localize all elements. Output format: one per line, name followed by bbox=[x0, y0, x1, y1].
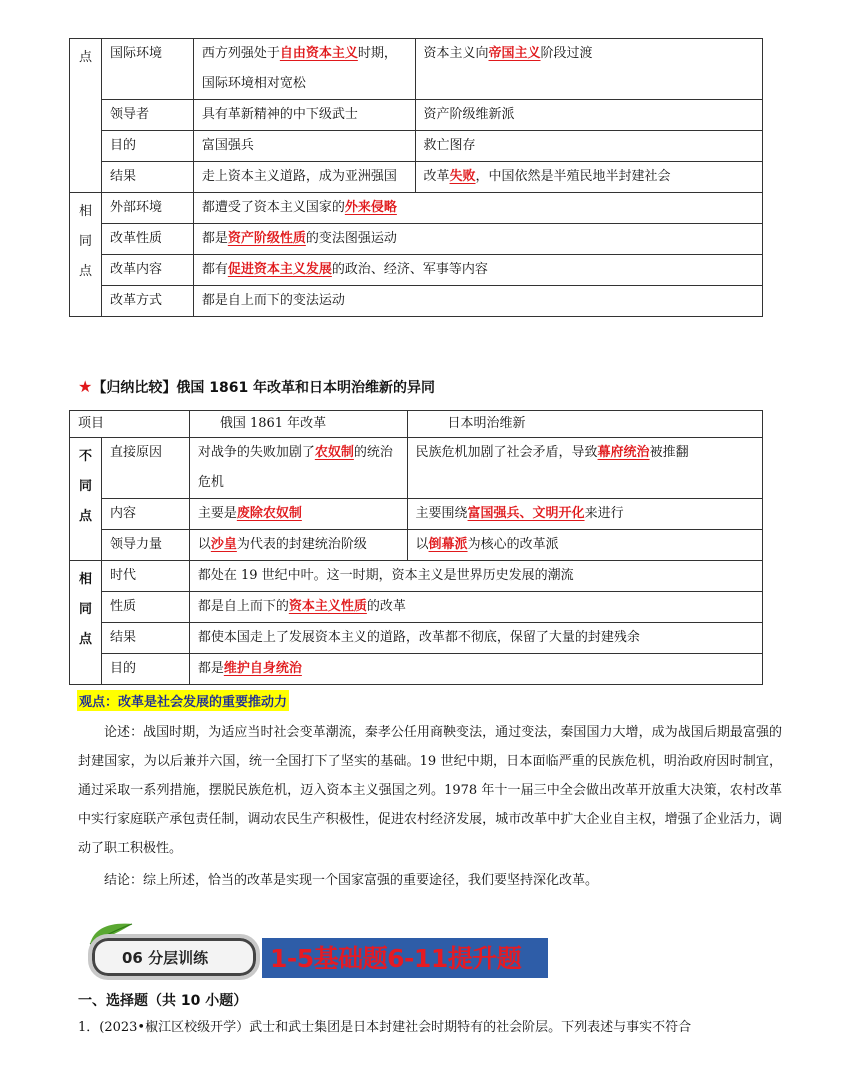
header-b: 日本明治维新 bbox=[407, 411, 762, 438]
table-row bbox=[70, 592, 763, 623]
row-item: 目的 bbox=[101, 131, 193, 162]
table-row bbox=[70, 438, 763, 499]
comparison-table-1 bbox=[69, 38, 763, 317]
cell-a: 对战争的失败加剧了农奴制的统治危机 bbox=[189, 438, 407, 499]
cell-same: 都遭受了资本主义国家的外来侵略 bbox=[193, 193, 762, 224]
row-item: 结果 bbox=[101, 623, 189, 654]
row-item: 结果 bbox=[101, 162, 193, 193]
cell-a: 具有革新精神的中下级武士 bbox=[193, 100, 415, 131]
same-label: 相 同 点 bbox=[70, 193, 102, 317]
table-row bbox=[70, 623, 763, 654]
row-item: 领导力量 bbox=[101, 530, 189, 561]
level-banner: 1-5基础题6-11提升题 bbox=[262, 938, 548, 978]
table-row bbox=[70, 131, 763, 162]
diff-label: 点 bbox=[70, 39, 102, 193]
table-row bbox=[70, 39, 763, 100]
cell-a: 主要是废除农奴制 bbox=[189, 499, 407, 530]
table-row bbox=[70, 499, 763, 530]
cell-a: 西方列强处于自由资本主义时期，国际环境相对宽松 bbox=[193, 39, 415, 100]
cell-a: 走上资本主义道路，成为亚洲强国 bbox=[193, 162, 415, 193]
cell-b: 救亡图存 bbox=[415, 131, 763, 162]
cell-b: 改革失败，中国依然是半殖民地半封建社会 bbox=[415, 162, 763, 193]
cell-same: 都有促进资本主义发展的政治、经济、军事等内容 bbox=[193, 255, 762, 286]
row-item: 领导者 bbox=[101, 100, 193, 131]
star-icon: ★ bbox=[78, 377, 93, 396]
section-title: ★【归纳比较】俄国 1861 年改革和日本明治维新的异同 bbox=[78, 377, 436, 396]
argument-paragraph: 论述：战国时期，为适应当时社会变革潮流，秦孝公任用商鞅变法，通过变法，秦国国力大增，成为战国后期最富强的封建国家，为以后兼并六国，统一全国打下了坚实的基础。19 世纪中期，日本面临严重的民族危机，明治政府因时制宜，通过采取一系列措施，摆脱民族危机，迈入资本主义强国之列。1978 年十一届三中全会做出改革开放重大决策，农村改革中实行家庭联产承包责任制，调动农民生产积极性，促进农村经济发展，城市改革中扩大企业自主权，增强了企业活力，调动了职工积极性。 bbox=[78, 725, 782, 856]
table-row bbox=[70, 654, 763, 685]
cell-b: 民族危机加剧了社会矛盾，导致幕府统治被推翻 bbox=[407, 438, 762, 499]
row-item: 改革性质 bbox=[101, 224, 193, 255]
question-section-heading: 一、选择题（共 10 小题） bbox=[78, 993, 248, 1009]
row-item: 国际环境 bbox=[101, 39, 193, 100]
conclusion-paragraph: 结论：综上所述，恰当的改革是实现一个国家富强的重要途径，我们要坚持深化改革。 bbox=[104, 873, 599, 888]
table-header-row bbox=[70, 411, 763, 438]
same-label: 相 同 点 bbox=[70, 561, 102, 685]
table-row bbox=[70, 193, 763, 224]
cell-a: 以沙皇为代表的封建统治阶级 bbox=[189, 530, 407, 561]
table-row bbox=[70, 286, 763, 317]
cell-b: 资本主义向帝国主义阶段过渡 bbox=[415, 39, 763, 100]
viewpoint-label: 观点：改革是社会发展的重要推动力 bbox=[77, 690, 289, 711]
table-row bbox=[70, 100, 763, 131]
row-item: 性质 bbox=[101, 592, 189, 623]
cell-same: 都使本国走上了发展资本主义的道路，改革都不彻底，保留了大量的封建残余 bbox=[189, 623, 762, 654]
table-row bbox=[70, 561, 763, 592]
cell-same: 都是自上而下的变法运动 bbox=[193, 286, 762, 317]
cell-b: 主要围绕富国强兵、文明开化来进行 bbox=[407, 499, 762, 530]
cell-b: 资产阶级维新派 bbox=[415, 100, 763, 131]
table-row bbox=[70, 530, 763, 561]
cell-same: 都处在 19 世纪中叶。这一时期，资本主义是世界历史发展的潮流 bbox=[189, 561, 762, 592]
row-item: 目的 bbox=[101, 654, 189, 685]
cell-b: 以倒幕派为核心的改革派 bbox=[407, 530, 762, 561]
cell-a: 富国强兵 bbox=[193, 131, 415, 162]
section-pill: 06 分层训练 bbox=[88, 934, 260, 980]
diff-label: 不 同 点 bbox=[70, 438, 102, 561]
table-row bbox=[70, 255, 763, 286]
cell-same: 都是自上而下的资本主义性质的改革 bbox=[189, 592, 762, 623]
row-item: 时代 bbox=[101, 561, 189, 592]
row-item: 直接原因 bbox=[101, 438, 189, 499]
header-item: 项目 bbox=[70, 411, 190, 438]
table-row bbox=[70, 224, 763, 255]
row-item: 内容 bbox=[101, 499, 189, 530]
cell-same: 都是资产阶级性质的变法图强运动 bbox=[193, 224, 762, 255]
row-item: 改革方式 bbox=[101, 286, 193, 317]
training-banner bbox=[80, 918, 552, 982]
comparison-table-2 bbox=[69, 410, 763, 685]
header-a: 俄国 1861 年改革 bbox=[189, 411, 407, 438]
row-item: 外部环境 bbox=[101, 193, 193, 224]
cell-same: 都是维护自身统治 bbox=[189, 654, 762, 685]
row-item: 改革内容 bbox=[101, 255, 193, 286]
table-row bbox=[70, 162, 763, 193]
question-1: 1．(2023•椒江区校级开学）武士和武士集团是日本封建社会时期特有的社会阶层。下列表述与事实不符合 bbox=[78, 1020, 692, 1035]
